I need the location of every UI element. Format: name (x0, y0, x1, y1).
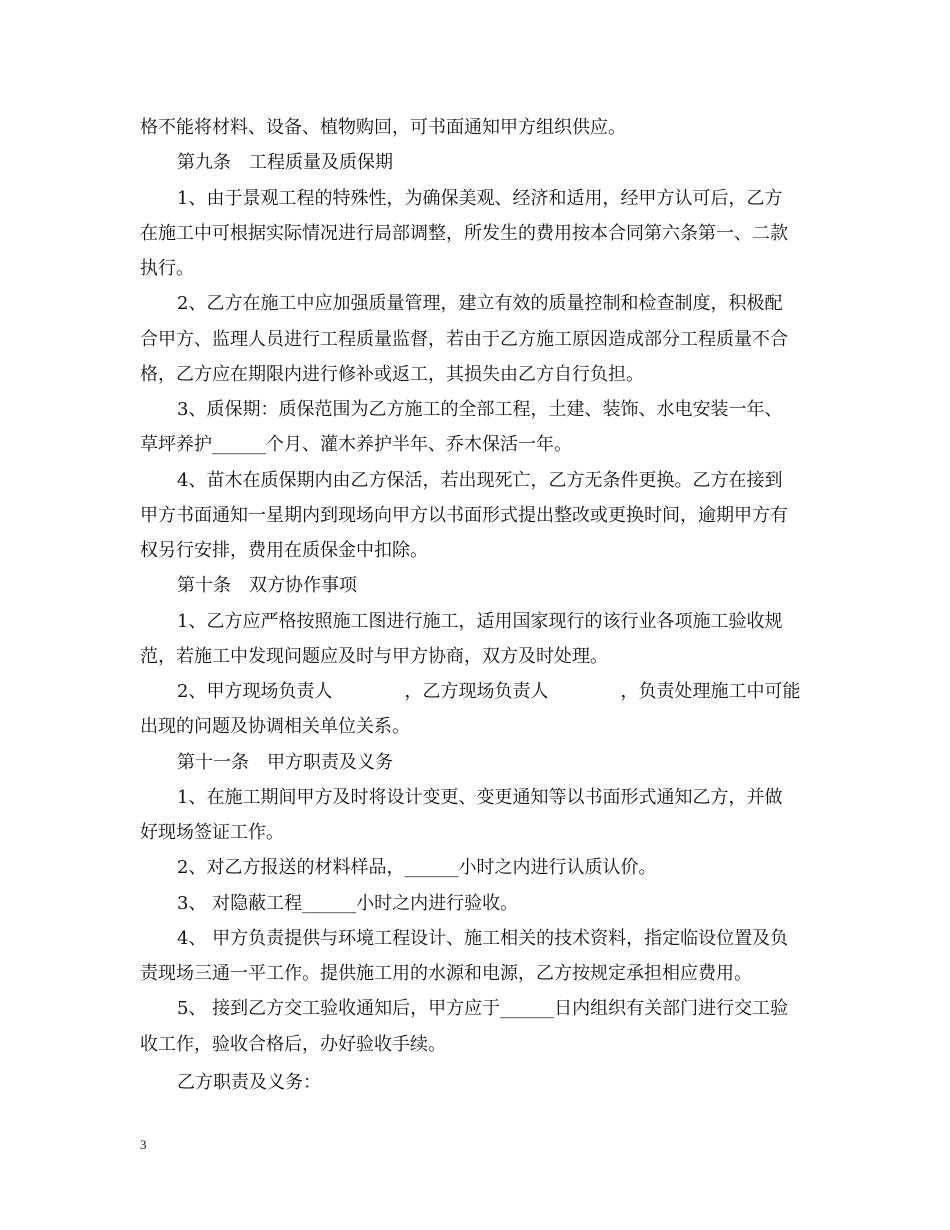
text-line: 好现场签证工作。 (140, 822, 284, 843)
section-heading: 第十一条 甲方职责及义务 (177, 752, 393, 773)
section-heading: 第十条 双方协作事项 (177, 575, 357, 596)
text-line: 甲方书面通知一星期内到现场向甲方以书面形式提出整改或更换时间，逾期甲方有 (140, 505, 788, 526)
text-line: 出现的问题及协调相关单位关系。 (140, 716, 410, 737)
text-line: 2、对乙方报送的材料样品，______小时之内进行认质认价。 (177, 857, 657, 878)
text-line: 4、 甲方负责提供与环境工程设计、施工相关的技术资料，指定临设位置及负 (177, 928, 789, 949)
text-line: 草坪养护______个月、灌木养护半年、乔木保活一年。 (140, 434, 572, 455)
text-line: 执行。 (140, 258, 194, 279)
text-line: 3、 对隐蔽工程______小时之内进行验收。 (177, 893, 519, 914)
text-line: 格不能将材料、设备、植物购回，可书面通知甲方组织供应。 (140, 117, 626, 138)
text-line: 范，若施工中发现问题应及时与甲方协商，双方及时处理。 (140, 646, 608, 667)
section-heading: 第九条 工程质量及质保期 (177, 152, 393, 173)
text-line: 1、由于景观工程的特殊性，为确保美观、经济和适用，经甲方认可后，乙方 (177, 188, 783, 209)
text-line: 合甲方、监理人员进行工程质量监督，若由于乙方施工原因造成部分工程质量不合 (140, 329, 788, 350)
text-line: 收工作，验收合格后，办好验收手续。 (140, 1034, 446, 1055)
text-line: 权另行安排，费用在质保金中扣除。 (140, 540, 428, 561)
text-line: 4、苗木在质保期内由乙方保活，若出现死亡，乙方无条件更换。乙方在接到 (177, 470, 783, 491)
section-heading: 乙方职责及义务： (177, 1072, 321, 1093)
text-line: 1、在施工期间甲方及时将设计变更、变更通知等以书面形式通知乙方，并做 (177, 787, 783, 808)
text-line: 责现场三通一平工作。提供施工用的水源和电源，乙方按规定承担相应费用。 (140, 963, 752, 984)
text-line: 格，乙方应在期限内进行修补或返工，其损失由乙方自行负担。 (140, 364, 644, 385)
text-line: 3、质保期：质保范围为乙方施工的全部工程，土建、装饰、水电安装一年、 (177, 399, 783, 420)
text-line: 2、甲方现场负责人 ，乙方现场负责人 ，负责处理施工中可能 (177, 681, 801, 702)
text-line: 5、 接到乙方交工验收通知后，甲方应于______日内组织有关部门进行交工验 (177, 998, 789, 1019)
page-number: 3 (140, 1137, 147, 1152)
text-line: 2、乙方在施工中应加强质量管理，建立有效的质量控制和检查制度，积极配 (177, 293, 783, 314)
text-line: 在施工中可根据实际情况进行局部调整，所发生的费用按本合同第六条第一、二款 (140, 223, 788, 244)
text-line: 1、乙方应严格按照施工图进行施工，适用国家现行的该行业各项施工验收规 (177, 611, 783, 632)
